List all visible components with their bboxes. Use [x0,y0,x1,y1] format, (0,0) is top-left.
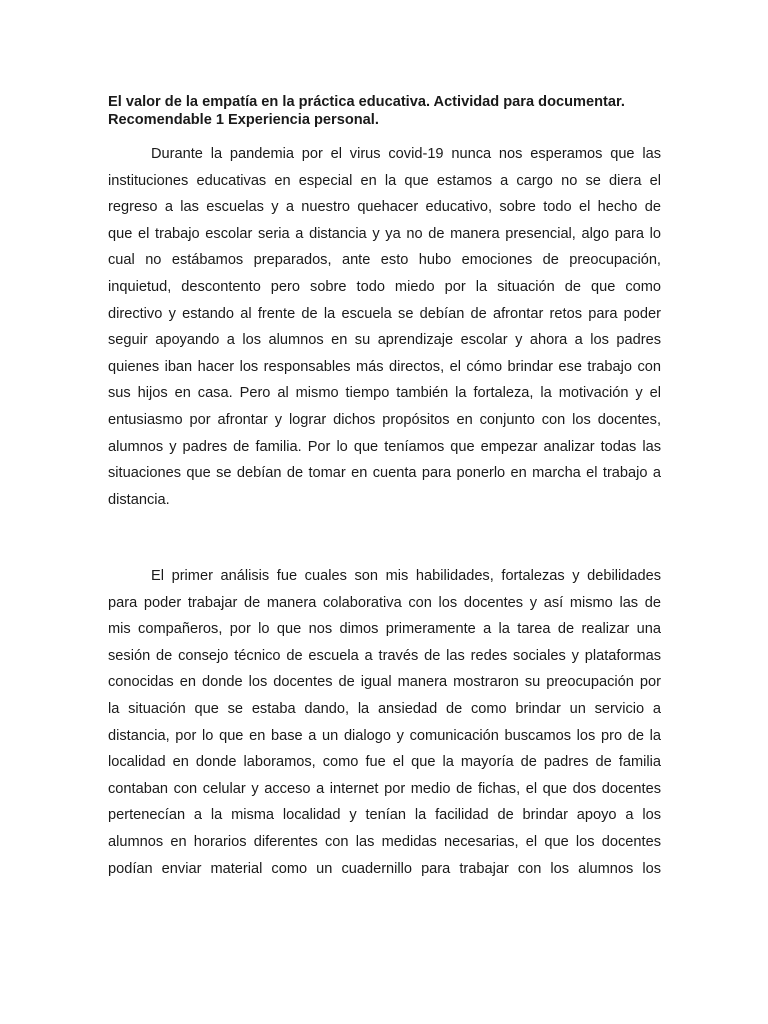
text-line: regreso a las escuelas y a nuestro quehacer educativo, sobre todo el hecho de [108,199,661,216]
text-line: distancia. [108,491,170,508]
text-line: la situación que se estaba dando, la ansiedad de como brindar un servicio a [108,700,661,717]
text-line: Durante la pandemia por el virus covid-19 nunca nos esperamos que las [151,146,661,162]
title-line-1: El valor de la empatía en la práctica educativa. Actividad para documentar. [108,94,625,110]
text-line: mis compañeros, por lo que nos dimos primeramente a la tarea de realizar una [108,621,661,638]
text-line: localidad en donde laboramos, como fue el que la mayoría de padres de familia [108,754,661,771]
text-line: que el trabajo escolar seria a distancia y ya no de manera presencial, algo para lo [108,225,661,242]
text-line: instituciones educativas en especial en la que estamos a cargo no se diera el [108,172,661,189]
text-line: podían enviar material como un cuadernillo para trabajar con los alumnos los [108,860,661,877]
text-line: conocidas en donde los docentes de igual manera mostraron su preocupación por [108,674,661,691]
text-line: sesión de consejo técnico de escuela a través de las redes sociales y plataformas [108,647,661,664]
text-line: situaciones que se debían de tomar en cuenta para ponerlo en marcha el trabajo a [108,465,661,482]
title-line-2: Recomendable 1 Experiencia personal. [108,112,379,128]
text-line: alumnos en horarios diferentes con las medidas necesarias, el que los docentes [108,833,661,850]
text-line: entusiasmo por afrontar y lograr dichos propósitos en conjunto con los docentes, [108,411,661,428]
text-line: pertenecían a la misma localidad y tenían la facilidad de brindar apoyo a los [108,807,661,824]
text-line: cual no estábamos preparados, ante esto hubo emociones de preocupación, [108,252,661,269]
document-title [108,93,668,129]
text-line: distancia, por lo que en base a un dialogo y comunicación buscamos los pro de la [108,727,661,744]
text-line: para poder trabajar de manera colaborativa con los docentes y así mismo las de [108,594,661,611]
paragraph-1 [108,141,661,513]
text-line: sus hijos en casa. Pero al mismo tiempo también la fortaleza, la motivación y el [108,385,661,402]
text-line: directivo y estando al frente de la escuela se debían de afrontar retos para poder [108,305,661,322]
text-line: quienes iban hacer los responsables más directos, el cómo brindar ese trabajo con [108,358,661,375]
text-line: alumnos y padres de familia. Por lo que teníamos que empezar analizar todas las [108,438,661,455]
paragraph-2 [108,563,661,882]
text-line: inquietud, descontento pero sobre todo miedo por la situación de que como [108,278,661,295]
text-line: El primer análisis fue cuales son mis habilidades, fortalezas y debilidades [151,568,661,584]
text-line: contaban con celular y acceso a internet por medio de fichas, el que dos docentes [108,780,661,797]
text-line: seguir apoyando a los alumnos en su aprendizaje escolar y ahora a los padres [108,332,661,349]
